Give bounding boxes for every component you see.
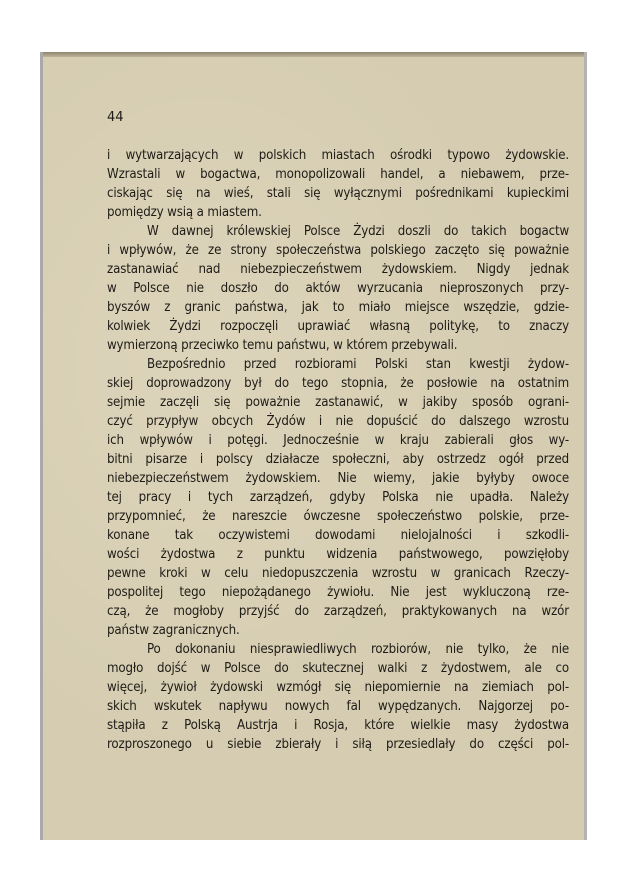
text-line: niebezpieczeństwem żydowskiem. Nie wiemy, jakie byłyby owoce <box>107 471 569 486</box>
text-line: pewne kroki w celu niedopuszczenia wzrostu w granicach Rzeczy- <box>107 566 569 581</box>
text-line: ich wpływów i potęgi. Jednocześnie w kraju zabierali głos wy- <box>107 433 569 448</box>
text-line: Po dokonaniu niesprawiedliwych rozbiorów, nie tylko, że nie <box>147 642 569 657</box>
text-line: konane tak oczywistemi dowodami nielojalności i szkodli- <box>107 528 569 543</box>
text-line: W dawnej królewskiej Polsce Żydzi doszli do takich bogactw <box>147 224 569 239</box>
text-line: czą, że mogłoby przyjść do zarządzeń, praktykowanych na wzór <box>107 604 569 619</box>
text-line: wymierzoną przeciwko temu państwu, w którem przebywali. <box>107 338 458 353</box>
text-line: tej pracy i tych zarządzeń, gdyby Polska nie upadła. Należy <box>107 490 569 505</box>
text-line: państw zagranicznych. <box>107 623 240 638</box>
text-line: bitni pisarze i polscy działacze społeczni, aby ostrzedz ogół przed <box>107 452 569 467</box>
text-line: skiej doprowadzony był do tego stopnia, że posłowie na ostatnim <box>107 376 569 391</box>
text-line: byszów z granic państwa, jak to miało miejsce wszędzie, gdzie- <box>107 300 569 315</box>
text-line: pospolitej tego niepożądanego żywiołu. Nie jest wykluczoną rze- <box>107 585 569 600</box>
text-line: zastanawiać nad niebezpieczeństwem żydowskiem. Nigdy jednak <box>107 262 569 277</box>
paragraph <box>107 222 569 355</box>
text-line: sejmie zaczęli się poważnie zastanawić, w jakiby sposób ograni- <box>107 395 569 410</box>
body-text <box>107 146 569 754</box>
text-line: i wytwarzających w polskich miastach ośrodki typowo żydowskie. <box>107 148 569 163</box>
text-line: pomiędzy wsią a miastem. <box>107 205 262 220</box>
page-top-edge <box>43 52 584 57</box>
paragraph <box>107 640 569 754</box>
text-line: wości żydostwa z punktu widzenia państwowego, powzięłoby <box>107 547 569 562</box>
text-line: stąpiła z Polską Austrja i Rosja, które wielkie masy żydostwa <box>107 718 569 733</box>
scanned-book-page <box>40 52 587 840</box>
paragraph <box>107 355 569 640</box>
text-line: Bezpośrednio przed rozbiorami Polski stan kwestji żydow- <box>147 357 569 372</box>
text-line: przypomnieć, że nareszcie ówczesne społeczeństwo polskie, prze- <box>107 509 569 524</box>
text-line: czyć przypływ obcych Żydów i nie dopuścić do dalszego wzrostu <box>107 414 569 429</box>
text-line: kolwiek Żydzi rozpoczęli uprawiać własną politykę, to znaczy <box>107 319 569 334</box>
text-line: skich wskutek napływu nowych fal wypędzanych. Najgorzej po- <box>107 699 569 714</box>
paragraph <box>107 146 569 222</box>
text-line: w Polsce nie doszło do aktów wyrzucania nieproszonych przy- <box>107 281 569 296</box>
text-line: i wpływów, że ze strony społeczeństwa polskiego zaczęto się poważnie <box>107 243 569 258</box>
page-number: 44 <box>107 110 124 125</box>
text-line: Wzrastali w bogactwa, monopolizowali handel, a niebawem, prze- <box>107 167 569 182</box>
text-line: więcej, żywioł żydowski wzmógł się niepomiernie na ziemiach pol- <box>107 680 569 695</box>
text-line: mogło dojść w Polsce do skutecznej walki z żydostwem, ale co <box>107 661 569 676</box>
text-line: rozproszonego u siebie zbierały i siłą przesiedlały do części pol- <box>107 737 569 752</box>
text-line: ciskając się na wieś, stali się wyłącznymi pośrednikami kupieckimi <box>107 186 569 201</box>
